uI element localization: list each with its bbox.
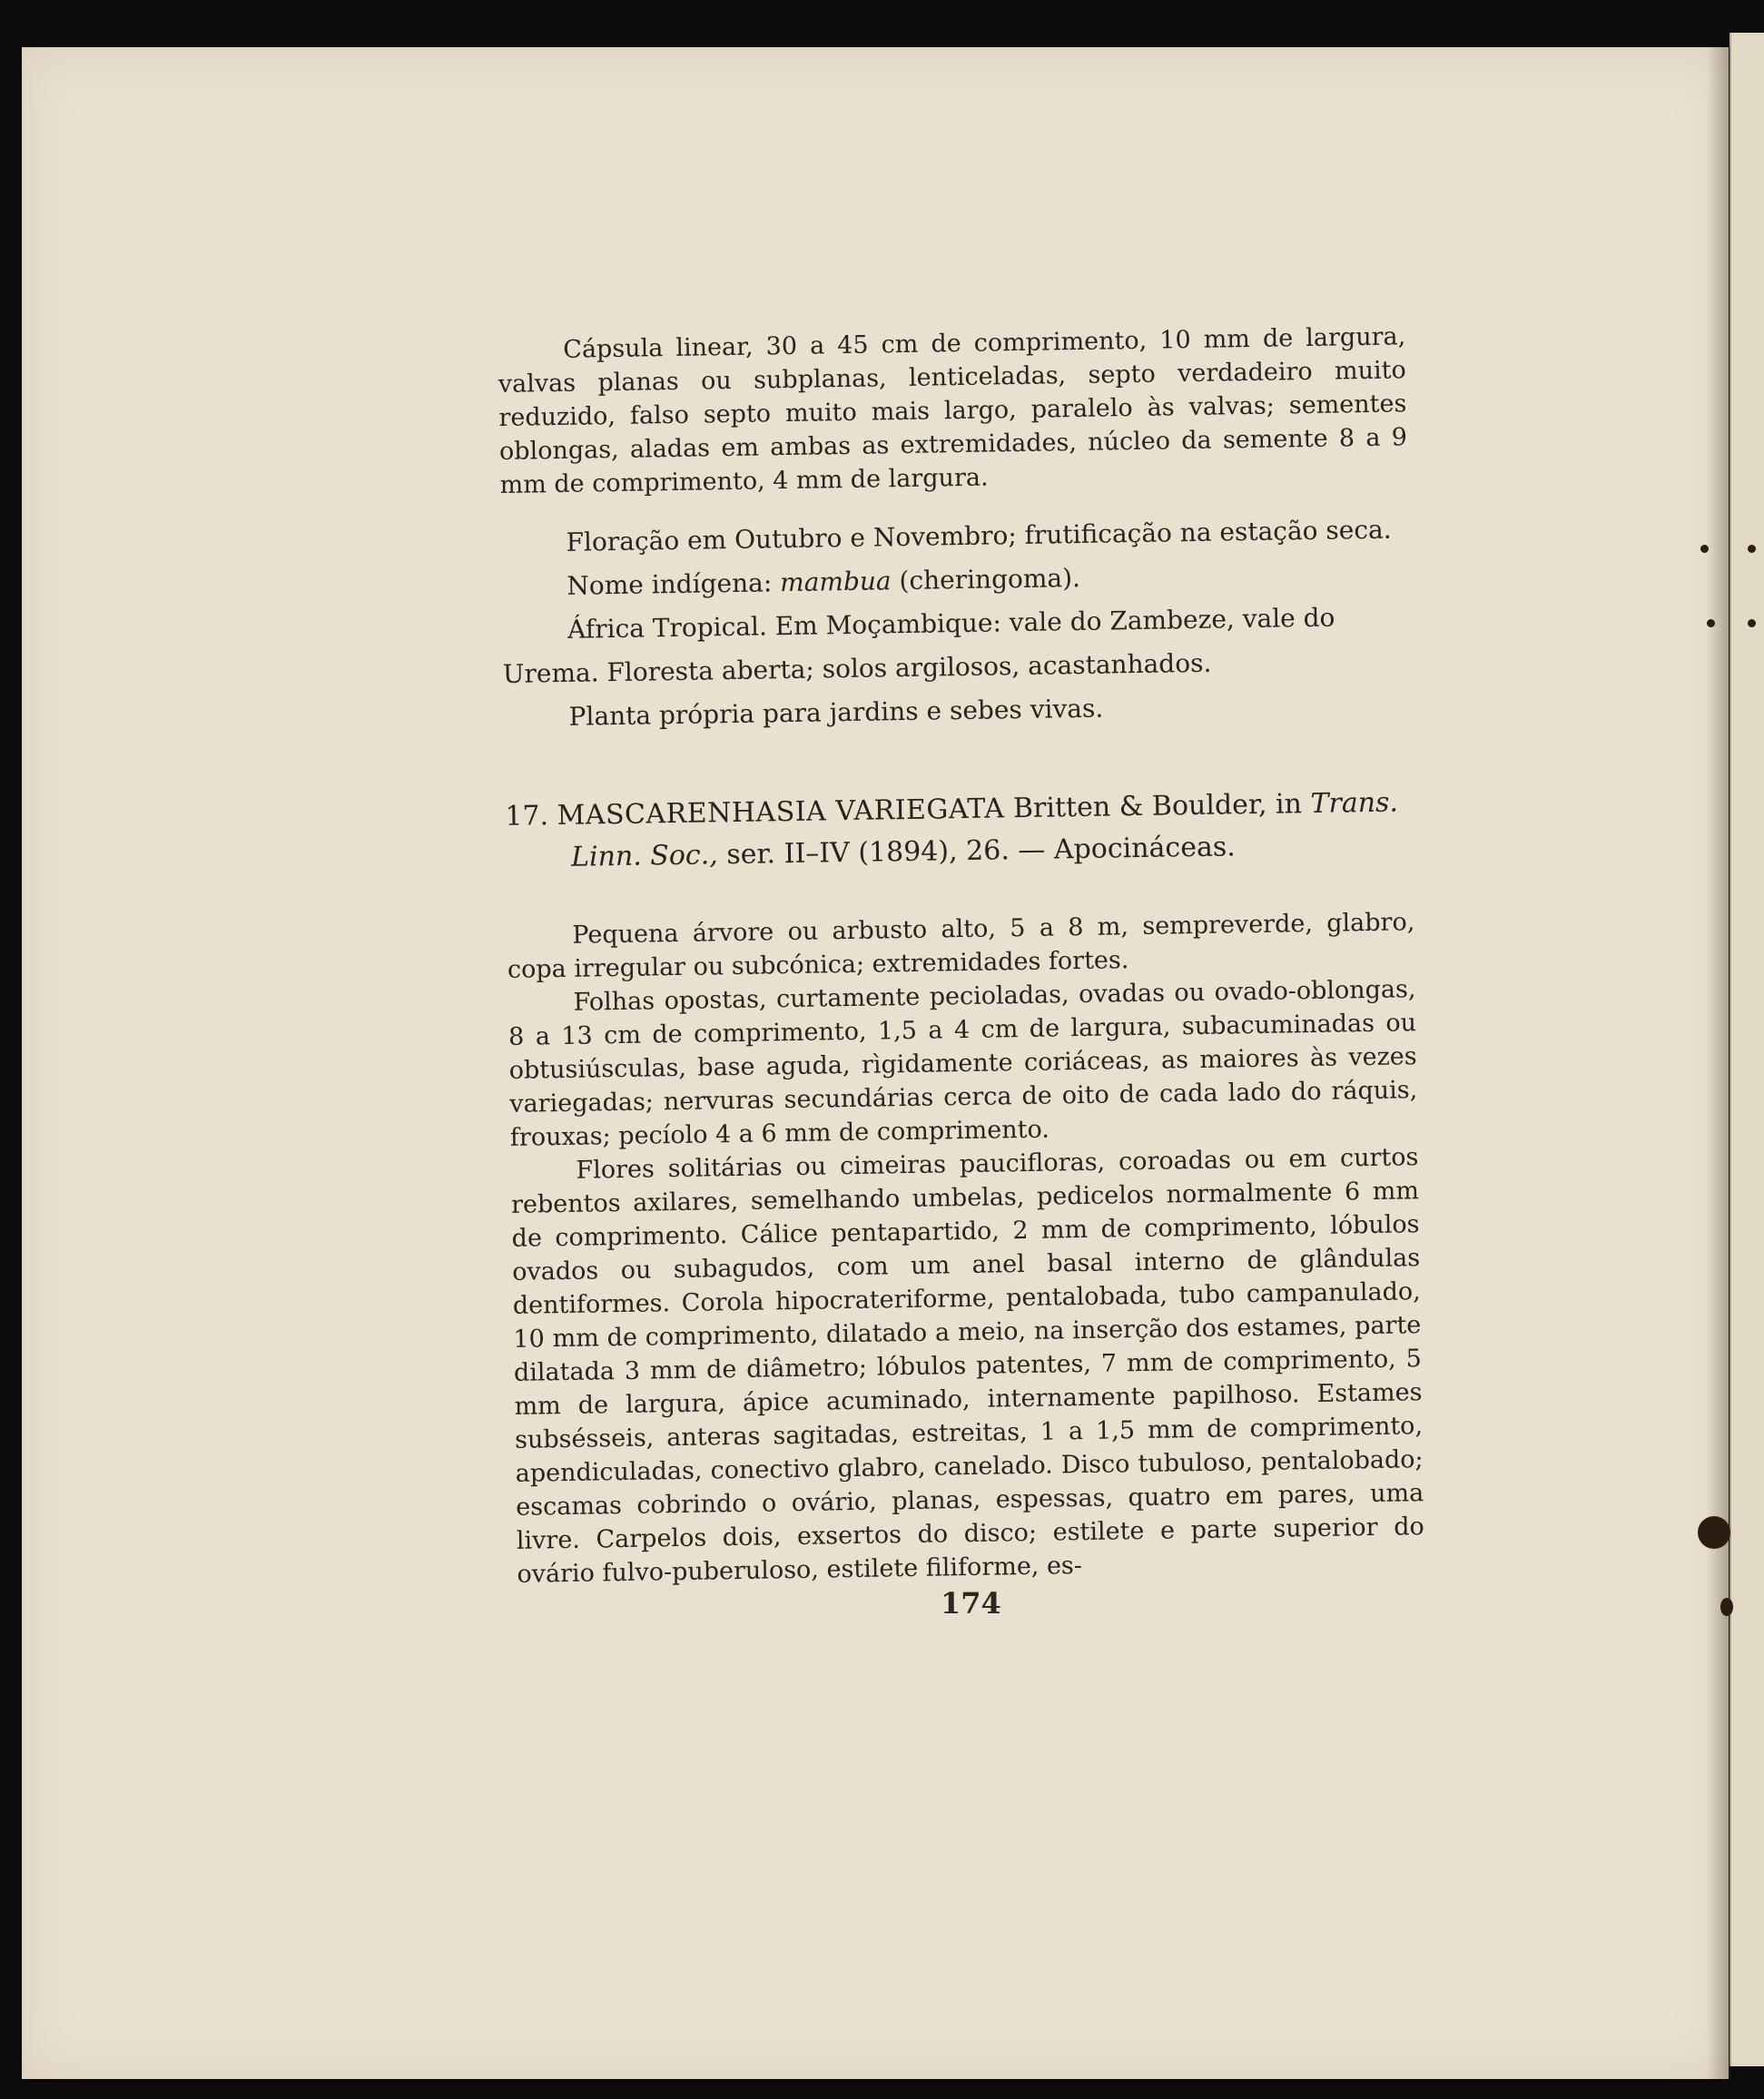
- adjacent-page-edge: [1730, 33, 1764, 2066]
- leaves-paragraph: Folhas opostas, curtamente pecioladas, ovadas ou ovado-oblongas, 8 a 13 cm de comprimento, 1,5 a 4 cm de largura, subacuminadas ou obtusiúsculas, base aguda, rìgidamente coriáceas, as maiores às vezes variegadas; nervuras secundárias cerca de oito de cada lado do ráquis, frouxas; pecíolo 4 a 6 mm de comprimento.: [508, 975, 1418, 1152]
- binding-mark: [1707, 619, 1715, 627]
- capsule-description: Cápsula linear, 30 a 45 cm de comprimento, 10 mm de largura, valvas planas ou subplanas, lenticeladas, septo verdadeiro muito reduzido, falso septo muito mais largo, paralelo às valvas; sementes oblongas, aladas em ambas as extremidades, núcleo da semente 8 a 9 mm de comprimento, 4 mm de largura.: [498, 322, 1408, 499]
- vernacular-name: mambua: [779, 566, 892, 598]
- distribution-line-2: Urema. Floresta aberta; solos argilosos, acastanhados.: [502, 647, 1212, 689]
- journal-name-b: Linn. Soc.,: [570, 839, 719, 873]
- page-text: [498, 320, 1425, 1591]
- vernacular-region: (cheringoma).: [899, 562, 1081, 596]
- binding-hole: [1720, 1598, 1733, 1616]
- binding-mark: [1748, 545, 1756, 553]
- vernacular-label: Nome indígena:: [567, 567, 773, 601]
- page-number: 174: [941, 1586, 1001, 1621]
- habit-paragraph: Pequena árvore ou arbusto alto, 5 a 8 m, sempreverde, glabro, copa irregular ou subcónica; extremidades fortes.: [507, 908, 1415, 984]
- binding-mark: [1700, 545, 1709, 553]
- species-number: 17.: [505, 800, 549, 833]
- flowers-paragraph: Flores solitárias ou cimeiras paucifloras, coroadas ou em curtos rebentos axilares, semelhando umbelas, pedicelos normalmente 6 mm de comprimento. Cálice pentapartido, 2 mm de comprimento, lóbulos ovados ou subagudos, com um anel basal interno de glândulas dentiformes. Corola hipocrateriforme, pentalobada, tubo campanulado, 10 mm de comprimento, dilatado a meio, na inserção dos estames, parte dilatada 3 mm de diâmetro; lóbulos patentes, 7 mm de comprimento, 5 mm de largura, ápice acuminado, internamente papilhoso. Estames subsésseis, anteras sagitadas, estreitas, 1 a 1,5 mm de comprimento, apendiculadas, conectivo glabro, canelado. Disco tubuloso, pentalobado; escamas cobrindo o ovário, planas, espessas, quatro em pares, uma livre. Carpelos dois, exsertos do disco; estilete e parte superior do ovário fulvo-puberuloso, estilete filiforme, es-: [510, 1143, 1425, 1589]
- distribution-line-1: África Tropical. Em Moçambique: vale do Zambeze, vale do: [567, 602, 1335, 645]
- citation-detail: ser. II–IV (1894), 26. — Apocináceas.: [726, 831, 1237, 872]
- page-fold-shadow: [1707, 47, 1730, 2079]
- binding-mark: [1748, 619, 1756, 627]
- binding-hole: [1698, 1516, 1730, 1549]
- flowering-note: Floração em Outubro e Novembro; frutificação na estação seca.: [566, 514, 1392, 557]
- species-name: MASCARENHASIA VARIEGATA: [557, 793, 1005, 833]
- species-description: [507, 905, 1425, 1591]
- species-heading: [505, 782, 1414, 880]
- usage-note: Planta própria para jardins e sebes vivas.: [568, 693, 1104, 732]
- species-authors: Britten & Boulder, in: [1012, 788, 1303, 825]
- journal-name-a: Trans.: [1310, 786, 1399, 820]
